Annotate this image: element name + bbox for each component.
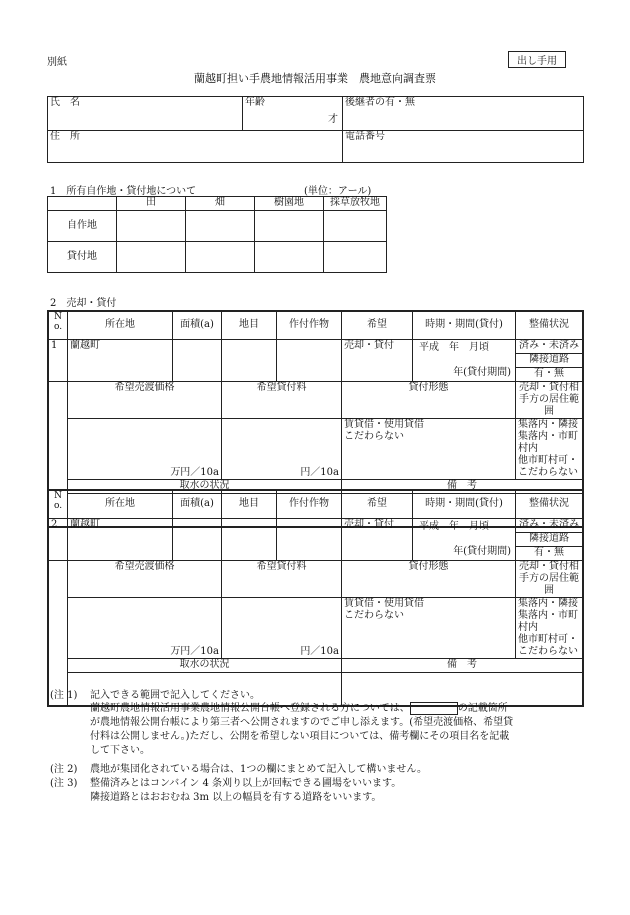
crop-header: 作付作物 xyxy=(277,490,342,518)
leased-pasture-cell[interactable] xyxy=(324,242,387,273)
location-cell[interactable] xyxy=(68,339,173,381)
owned-land-table xyxy=(47,196,387,273)
crop-cell[interactable] xyxy=(277,518,342,560)
note1-line1: 記入できる範囲で記入してください。 xyxy=(90,690,260,701)
price-cell[interactable] xyxy=(68,597,222,658)
lease-opt1: 賃貸借・使用貸借 xyxy=(344,597,424,609)
row-number: 2 xyxy=(48,518,68,560)
phone-cell[interactable] xyxy=(343,131,584,163)
range-opt1: 集落内・隣接集落内・市町村内 xyxy=(518,418,578,454)
range-label: 売却・貸付相手方の居住範囲 xyxy=(516,381,584,418)
page-title: 蘭越町担い手農地情報活用事業 農地意向調査票 xyxy=(194,72,436,85)
note3-line1: 整備済みとはコンバイン 4 条刈り以上が回転できる圃場をいいます。 xyxy=(90,778,402,789)
adjacent-road-label: 隣接道路 xyxy=(516,532,584,546)
status-done[interactable]: 済み・未済み xyxy=(516,339,584,353)
section2-title: 2 売却・貸付 xyxy=(50,298,117,309)
range-opt1: 集落内・隣接集落内・市町村内 xyxy=(518,597,578,633)
period-line2: 年(貸付期間) xyxy=(453,545,511,557)
adjacent-road-label: 隣接道路 xyxy=(516,353,584,367)
period-line1: 平成 年 月頃 xyxy=(419,341,489,353)
town-name: 蘭越町 xyxy=(70,518,100,530)
crop-header: 作付作物 xyxy=(277,311,342,339)
owned-field-cell[interactable] xyxy=(186,211,255,242)
water-label: 取水の状況 xyxy=(68,658,342,672)
rent-unit: 円／10a xyxy=(300,466,339,478)
name-cell[interactable] xyxy=(48,97,243,131)
rent-label: 希望貸付料 xyxy=(222,560,342,597)
row-owned-label: 自作地 xyxy=(48,211,117,242)
note1-line2b: の記載箇所 xyxy=(457,703,508,714)
period-cell[interactable] xyxy=(413,518,516,560)
range-opt2: 他市町村可・こだわらない xyxy=(518,454,578,478)
remarks-label: 備 考 xyxy=(342,479,584,493)
note1-line5: して下さい。 xyxy=(90,745,150,756)
lease-opt2: こだわらない xyxy=(344,609,404,621)
remarks-cell[interactable] xyxy=(342,672,584,706)
area-header: 面積(a) xyxy=(173,490,222,518)
note3-label: (注 3) xyxy=(50,778,78,789)
area-cell[interactable] xyxy=(173,339,222,381)
crop-cell[interactable] xyxy=(277,339,342,381)
status-done[interactable]: 済み・未済み xyxy=(516,518,584,532)
road-yes-no[interactable]: 有・無 xyxy=(516,546,584,560)
period-line2: 年(貸付期間) xyxy=(453,366,511,378)
col-orchard: 樹園地 xyxy=(255,197,324,211)
rent-cell[interactable] xyxy=(222,418,342,479)
col-field: 畑 xyxy=(186,197,255,211)
land-header: 地目 xyxy=(222,311,277,339)
town-name: 蘭越町 xyxy=(70,339,100,351)
location-cell[interactable] xyxy=(68,518,173,560)
successor-label: 後継者の有・無 xyxy=(345,97,415,108)
leased-orchard-cell[interactable] xyxy=(255,242,324,273)
block-spacer xyxy=(48,560,68,706)
marked-box-icon xyxy=(410,702,458,715)
note2-line1: 農地が集団化されている場合は、1つの欄にまとめて記入して構いません。 xyxy=(90,764,427,775)
form-tag: 出し手用 xyxy=(508,51,566,68)
price-unit: 万円／10a xyxy=(170,645,219,657)
lease-opt1: 賃貸借・使用貸借 xyxy=(344,418,424,430)
price-label: 希望売渡価格 xyxy=(68,381,222,418)
address-cell[interactable] xyxy=(48,131,343,163)
period-cell[interactable] xyxy=(413,339,516,381)
col-paddy: 田 xyxy=(117,197,186,211)
no-header: N o. xyxy=(48,311,68,339)
personal-info-table xyxy=(47,96,584,163)
price-unit: 万円／10a xyxy=(170,466,219,478)
rent-label: 希望貸付料 xyxy=(222,381,342,418)
location-header: 所在地 xyxy=(68,311,173,339)
status-header: 整備状況 xyxy=(516,490,584,518)
row-leased-label: 貸付地 xyxy=(48,242,117,273)
wish-header: 希望 xyxy=(342,490,413,518)
location-header: 所在地 xyxy=(68,490,173,518)
rent-unit: 円／10a xyxy=(300,645,339,657)
wish-header: 希望 xyxy=(342,311,413,339)
land-cell[interactable] xyxy=(222,339,277,381)
land-cell[interactable] xyxy=(222,518,277,560)
age-unit: 才 xyxy=(328,114,338,125)
period-header: 時期・期間(貸付) xyxy=(413,490,516,518)
area-header: 面積(a) xyxy=(173,311,222,339)
period-header: 時期・期間(貸付) xyxy=(413,311,516,339)
wish-cell[interactable]: 売却・貸付 xyxy=(342,518,413,560)
phone-label: 電話番号 xyxy=(345,131,385,142)
note1-line4: 付料は公開しません。)ただし、公開を希望しない項目については、備考欄にその項目名を記載 xyxy=(90,731,510,742)
address-label: 住 所 xyxy=(50,131,80,142)
no-header: N o. xyxy=(48,490,68,518)
note1-line3: が農地情報公開台帳により第三者へ公開されますのでご申し添えます。(希望売渡価格、希望貸 xyxy=(90,717,514,728)
lease-label: 貸付形態 xyxy=(342,381,516,418)
age-label: 年齢 xyxy=(245,97,265,108)
area-cell[interactable] xyxy=(173,518,222,560)
owned-pasture-cell[interactable] xyxy=(324,211,387,242)
owned-orchard-cell[interactable] xyxy=(255,211,324,242)
leased-field-cell[interactable] xyxy=(186,242,255,273)
note1-label: (注 1) xyxy=(50,690,78,701)
range-cell[interactable] xyxy=(516,418,584,479)
range-label: 売却・貸付相手方の居住範囲 xyxy=(516,560,584,597)
period-line1: 平成 年 月頃 xyxy=(419,520,489,532)
range-opt2: 他市町村可・こだわらない xyxy=(518,633,578,657)
owned-paddy-cell[interactable] xyxy=(117,211,186,242)
age-cell[interactable] xyxy=(243,97,343,131)
section1-unit: (単位：アール) xyxy=(304,186,372,197)
range-cell[interactable] xyxy=(516,597,584,658)
row-number: 1 xyxy=(48,339,68,381)
lease-cell[interactable] xyxy=(342,418,516,479)
successor-cell[interactable] xyxy=(343,97,584,131)
note1-line2 xyxy=(90,702,508,715)
road-yes-no[interactable]: 有・無 xyxy=(516,367,584,381)
status-header: 整備状況 xyxy=(516,311,584,339)
rent-cell[interactable] xyxy=(222,597,342,658)
note3-line2: 隣接道路とはおおむね 3m 以上の幅員を有する道路をいいます。 xyxy=(90,792,382,803)
section1-title: 1 所有自作地・貸付地について xyxy=(50,186,197,197)
note2-label: (注 2) xyxy=(50,764,78,775)
lease-opt2: こだわらない xyxy=(344,430,404,442)
price-label: 希望売渡価格 xyxy=(68,560,222,597)
lease-label: 貸付形態 xyxy=(342,560,516,597)
col-pasture: 採草放牧地 xyxy=(324,197,387,211)
water-label: 取水の状況 xyxy=(68,479,342,493)
leased-paddy-cell[interactable] xyxy=(117,242,186,273)
attachment-label: 別紙 xyxy=(47,57,67,68)
land-header: 地目 xyxy=(222,490,277,518)
name-label: 氏 名 xyxy=(50,97,80,108)
remarks-label: 備 考 xyxy=(342,658,584,672)
price-cell[interactable] xyxy=(68,418,222,479)
note1-line2a: 蘭越町農地情報活用事業農地情報公開台帳へ登録される方については、 xyxy=(90,703,410,714)
sale-lease-block-2 xyxy=(47,489,584,707)
lease-cell[interactable] xyxy=(342,597,516,658)
wish-cell[interactable]: 売却・貸付 xyxy=(342,339,413,381)
